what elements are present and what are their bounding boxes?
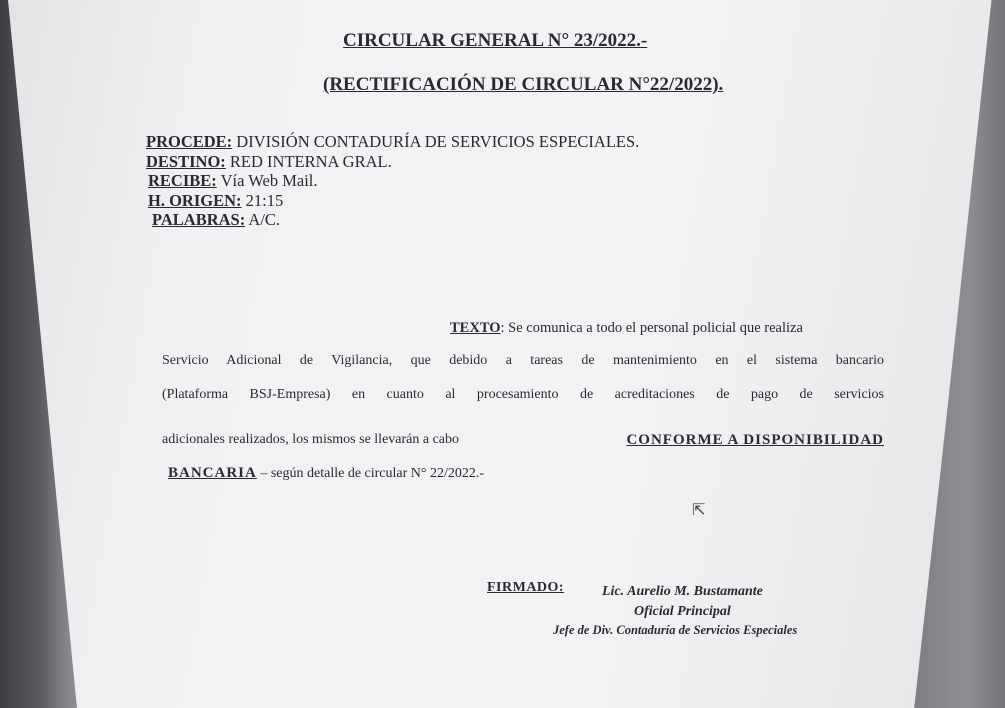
emphasis-text: CONFORME A DISPONIBILIDAD [626, 432, 884, 448]
header-label: RECIBE: [148, 171, 217, 190]
document-subtitle: (RECTIFICACIÓN DE CIRCULAR N°22/2022). [323, 74, 724, 95]
header-label: H. ORIGEN: [148, 190, 242, 210]
text-line-2: Servicio Adicional de Vigilancia, que debido a tareas de mantenimiento en el sistema bancario [162, 353, 884, 368]
header-palabras [146, 210, 639, 230]
header-value: RED INTERNA GRAL. [225, 151, 392, 171]
mouse-cursor-icon: ⇱ [692, 502, 706, 519]
header-destino [146, 152, 639, 172]
header-block [146, 132, 639, 230]
header-value: 21:15 [241, 190, 284, 210]
text-label: TEXTO [450, 320, 501, 336]
text-line-4 [162, 432, 884, 449]
text-line-3: (Plataforma BSJ-Empresa) en cuanto al procesamiento de acreditaciones de pago de servicios [162, 387, 884, 402]
header-value: Vía Web Mail. [216, 171, 318, 190]
text-line-1 [450, 320, 803, 337]
text-line-5 [168, 465, 484, 482]
text-content: – según detalle de circular N° 22/2022.- [256, 466, 485, 481]
header-label: DESTINO: [146, 151, 226, 171]
signature-name: Lic. Aurelio M. Bustamante [602, 584, 763, 599]
header-origen [146, 191, 639, 211]
signature-position: Jefe de Div. Contaduría de Servicios Especiales [553, 623, 798, 637]
header-label: PALABRAS: [152, 210, 246, 229]
header-recibe [146, 171, 639, 191]
signature-label: FIRMADO: [487, 580, 565, 595]
header-procede [146, 132, 639, 152]
text-content: : Se comunica a todo el personal policial que realiza [500, 320, 803, 336]
text-content: adicionales realizados, los mismos se llevarán a cabo [162, 432, 460, 447]
document-title: CIRCULAR GENERAL N° 23/2022.- [343, 30, 648, 51]
header-value: A/C. [245, 210, 281, 229]
signature-rank: Oficial Principal [634, 604, 731, 619]
header-value: DIVISIÓN CONTADURÍA DE SERVICIOS ESPECIALES. [232, 132, 640, 151]
emphasis-text: BANCARIA [168, 465, 257, 481]
header-label: PROCEDE: [146, 132, 233, 151]
